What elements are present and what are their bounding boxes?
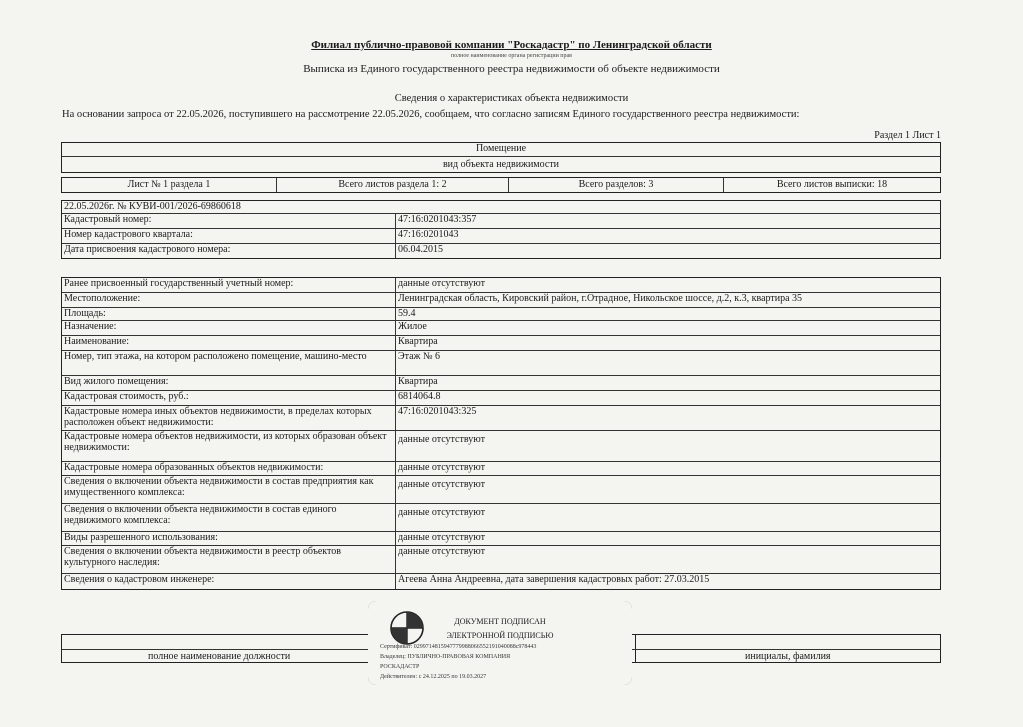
electronic-signature-stamp (368, 601, 632, 685)
intro-text: На основании запроса от 22.05.2026, поступившего на рассмотрение 22.05.2026, сообщаем, что согласно записям Единого государственного реестра недвижимости: (62, 109, 800, 120)
detail-label: Номер, тип этажа, на котором расположено помещение, машино-место (62, 351, 396, 375)
detail-value: Этаж № 6 (398, 351, 440, 362)
detail-label: Сведения о включении объекта недвижимости в состав единого недвижимого комплекса: (62, 504, 396, 531)
ident-row (62, 244, 940, 258)
detail-value: 59.4 (398, 308, 416, 319)
detail-row (62, 574, 940, 589)
object-type-caption: вид объекта недвижимости (442, 159, 560, 170)
detail-label: Ранее присвоенный государственный учетный номер: (62, 278, 396, 292)
ident-row (62, 214, 940, 229)
cadastral-number: 47:16:0201043:357 (398, 214, 477, 225)
certificate-number: Сертификат: 0299714815947779988066552191040088c978443 (380, 644, 537, 650)
stamp-subtitle: ЭЛЕКТРОННОЙ ПОДПИСЬЮ (446, 631, 554, 640)
object-type-caption-row (62, 157, 940, 172)
detail-row (62, 321, 940, 336)
detail-value: данные отсутствуют (398, 479, 485, 490)
ident-row (62, 229, 940, 244)
name-label: инициалы, фамилия (745, 651, 831, 662)
certificate-owner-org: РОСКАДАСТР (380, 664, 420, 670)
detail-row (62, 351, 940, 376)
detail-row (62, 462, 940, 476)
ident-label: Дата присвоения кадастрового номера: (62, 244, 396, 258)
detail-label: Вид жилого помещения: (62, 376, 396, 390)
org-caption: полное наименование органа регистрации прав (450, 53, 573, 59)
object-type: Помещение (475, 143, 527, 154)
sections-total: Всего разделов: 3 (509, 178, 724, 192)
section-sheets-total: Всего листов раздела 1: 2 (277, 178, 509, 192)
detail-value: Жилое (398, 321, 427, 332)
certificate-validity: Действителен: с 24.12.2025 по 19.03.2027 (380, 674, 487, 680)
cadastral-quarter: 47:16:0201043 (398, 229, 459, 240)
detail-row (62, 376, 940, 391)
detail-row (62, 431, 940, 462)
detail-value: данные отсутствуют (398, 532, 485, 543)
detail-label: Сведения о кадастровом инженере: (62, 574, 396, 589)
detail-row (62, 476, 940, 504)
detail-label: Виды разрешенного использования: (62, 532, 396, 545)
identification-block (61, 200, 941, 259)
ident-label: Кадастровый номер: (62, 214, 396, 228)
extract-sheets-total: Всего листов выписки: 18 (776, 179, 888, 190)
detail-row (62, 532, 940, 546)
detail-row (62, 504, 940, 532)
assignment-date: 06.04.2015 (398, 244, 443, 255)
detail-label: Наименование: (62, 336, 396, 350)
detail-row (62, 391, 940, 406)
position-label: полное наименование должности (148, 651, 291, 662)
detail-row (62, 278, 940, 293)
detail-value: данные отсутствуют (398, 507, 485, 518)
roskadastr-logo-icon (388, 609, 426, 647)
section-label: Раздел 1 Лист 1 (874, 130, 941, 141)
detail-row (62, 546, 940, 574)
object-type-block (61, 142, 941, 173)
detail-value: 6814064.8 (398, 391, 441, 402)
detail-value: данные отсутствуют (398, 546, 485, 557)
org-name: Филиал публично-правовой компании "Роскадастр" по Ленинградской области (311, 39, 712, 51)
details-table (61, 277, 941, 590)
document-subtitle: Сведения о характеристиках объекта недвижимости (394, 93, 629, 104)
doc-ref: 22.05.2026г. № КУВИ-001/2026-69860618 (64, 201, 241, 212)
detail-value: данные отсутствуют (398, 278, 485, 289)
detail-value: данные отсутствуют (398, 434, 485, 445)
detail-label: Местоположение: (62, 293, 396, 307)
detail-label: Площадь: (62, 308, 396, 320)
sheets-row (61, 177, 941, 193)
detail-label: Кадастровые номера иных объектов недвижимости, в пределах которых расположен объект недвижимости: (62, 406, 396, 430)
detail-value: 47:16:0201043:325 (398, 406, 477, 417)
stamp-title: ДОКУМЕНТ ПОДПИСАН (454, 617, 546, 626)
ident-label: Номер кадастрового квартала: (62, 229, 396, 243)
detail-label: Кадастровая стоимость, руб.: (62, 391, 396, 405)
detail-value: Квартира (398, 376, 438, 387)
certificate-owner: Владелец: ПУБЛИЧНО-ПРАВОВАЯ КОМПАНИЯ (380, 654, 511, 660)
detail-value: Квартира (398, 336, 438, 347)
detail-value: Агеева Анна Андреевна, дата завершения кадастровых работ: 27.03.2015 (398, 574, 710, 585)
detail-label: Назначение: (62, 321, 396, 335)
detail-value: Ленинградская область, Кировский район, г.Отрадное, Никольское шоссе, д.2, к.3, квартира 35 (398, 293, 803, 304)
detail-row (62, 336, 940, 351)
document-title: Выписка из Единого государственного реестра недвижимости об объекте недвижимости (303, 63, 720, 75)
object-type-row (62, 143, 940, 157)
doc-ref-row (62, 201, 940, 214)
detail-label: Кадастровые номера образованных объектов недвижимости: (62, 462, 396, 475)
detail-row (62, 293, 940, 308)
detail-label: Кадастровые номера объектов недвижимости, из которых образован объект недвижимости: (62, 431, 396, 461)
detail-value: данные отсутствуют (398, 462, 485, 473)
detail-row (62, 406, 940, 431)
detail-label: Сведения о включении объекта недвижимости в состав предприятия как имущественного комплекса: (62, 476, 396, 503)
detail-row (62, 308, 940, 321)
detail-label: Сведения о включении объекта недвижимости в реестр объектов культурного наследия: (62, 546, 396, 573)
sheet-number: Лист № 1 раздела 1 (62, 178, 277, 192)
